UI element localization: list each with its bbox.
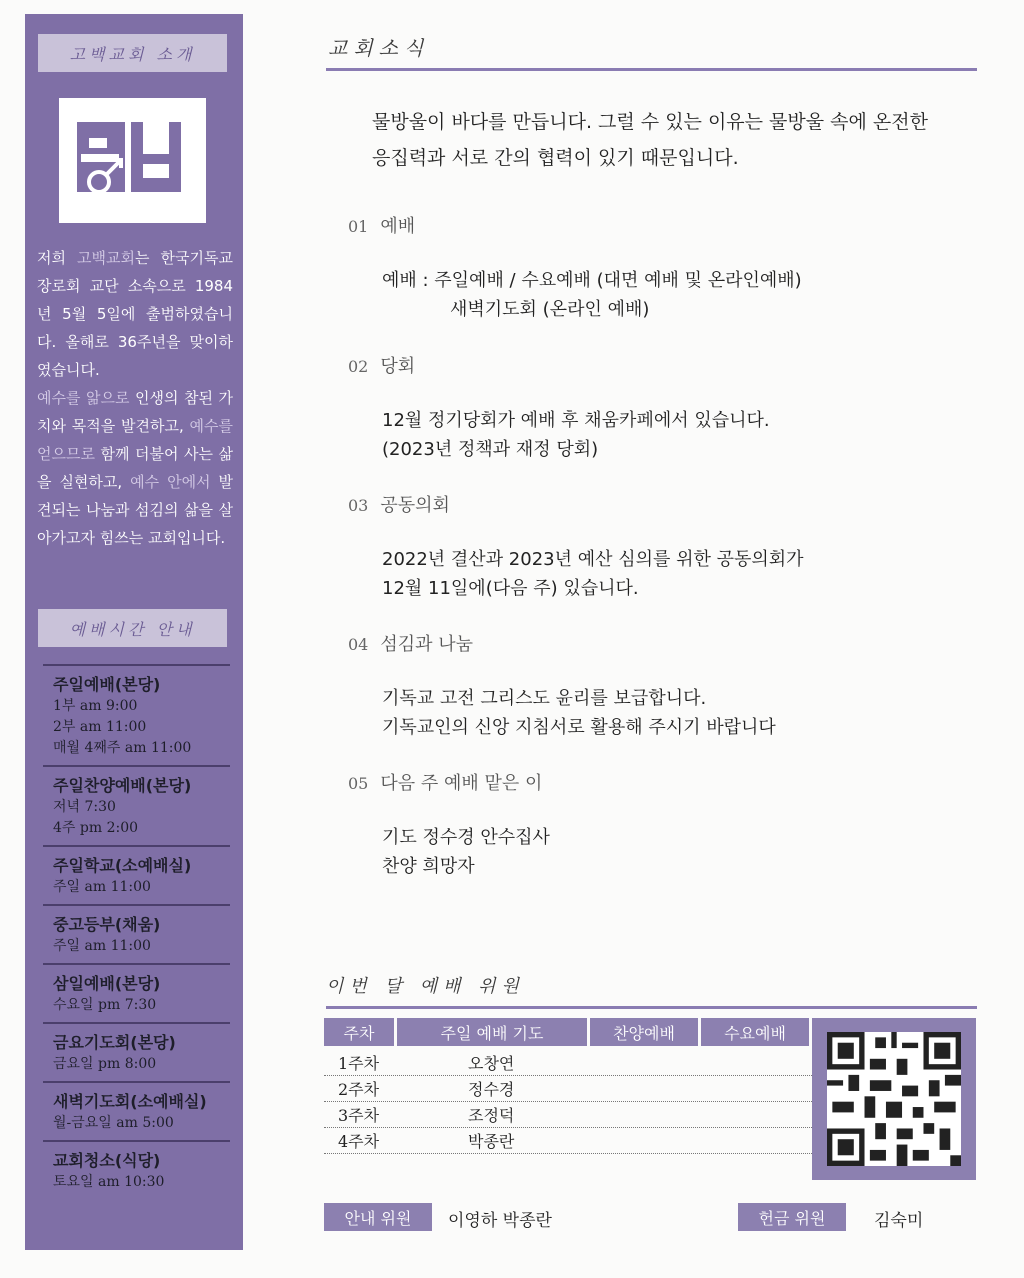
- section-number: 05: [348, 774, 369, 793]
- header-wednesday: 수요예배: [701, 1018, 809, 1046]
- schedule-item: [43, 963, 230, 1022]
- title-divider: [326, 68, 977, 71]
- section-body: [382, 266, 962, 324]
- section-body: [382, 545, 962, 603]
- intro-paragraph: [37, 244, 233, 384]
- duty-title: 이번 달 예배 위원: [326, 976, 525, 997]
- section-line: 새벽기도회 (온라인 예배): [450, 299, 650, 320]
- row-week: 2주차: [338, 1080, 380, 1099]
- table-row: [324, 1050, 812, 1076]
- qr-code-icon[interactable]: [827, 1032, 961, 1166]
- schedule-item-name: 주일예배(본당): [53, 675, 161, 694]
- sidebar: [25, 14, 243, 1250]
- section-line: 12월 정기당회가 예배 후 채움카페에서 있습니다.: [382, 410, 770, 431]
- row-week: 3주차: [338, 1106, 380, 1125]
- schedule-item-time: 토요일 am 10:30: [53, 1174, 165, 1190]
- section-line: 예배 : 주일예배 / 수요예배 (대면 예배 및 온라인예배): [382, 270, 802, 291]
- schedule-item-time: 금요일 pm 8:00: [53, 1056, 157, 1072]
- intro-highlight: 고백교회: [77, 249, 135, 267]
- section-heading: [348, 630, 473, 656]
- schedule-item-name: 새벽기도회(소예배실): [53, 1092, 207, 1111]
- section-body: [382, 823, 962, 881]
- qr-frame: [812, 1018, 976, 1180]
- header-prayer: 주일 예배 기도: [397, 1018, 587, 1046]
- usher-names: 이영하 박종란: [448, 1211, 552, 1231]
- section-heading: [348, 769, 542, 795]
- schedule-item-time: 수요일 pm 7:30: [53, 997, 157, 1013]
- schedule-item-name: 금요기도회(본당): [53, 1033, 176, 1052]
- schedule-list: [43, 664, 230, 1199]
- table-row: [324, 1076, 812, 1102]
- section-heading: [348, 212, 415, 238]
- intro-title: 고백교회 소개: [38, 34, 227, 72]
- schedule-item-time: 2부 am 11:00: [53, 719, 147, 735]
- section-title: 섬김과 나눔: [380, 634, 474, 655]
- intro-highlight: 예수를 앎으로: [37, 389, 130, 407]
- schedule-item-time: 주일 am 11:00: [53, 938, 151, 954]
- section-number: 04: [348, 635, 369, 654]
- duty-rows: [324, 1050, 812, 1154]
- lead-paragraph: 물방울이 바다를 만듭니다. 그럴 수 있는 이유는 물방울 속에 온전한 응집력과 서로 간의 협력이 있기 때문입니다.: [372, 111, 928, 169]
- section-title: 예배: [380, 216, 416, 237]
- row-prayer: 오창연: [468, 1054, 515, 1073]
- duty-table-header: [324, 1018, 812, 1046]
- schedule-item-time: 저녁 7:30: [53, 799, 116, 815]
- section-line: 기도 정수경 안수집사: [382, 827, 550, 848]
- offering-names: 김숙미: [874, 1211, 924, 1231]
- section-number: 03: [348, 496, 369, 515]
- schedule-title: 예배시간 안내: [38, 609, 227, 647]
- section-line: 기독교 고전 그리스도 윤리를 보급합니다.: [382, 688, 707, 709]
- section-number: 02: [348, 357, 369, 376]
- intro-highlight: 예수를 얻으므로: [37, 417, 233, 463]
- header-praise: 찬양예배: [590, 1018, 698, 1046]
- intro-fragment: 는 한국기독교 장로회 교단 소속으로 1984년 5월 5일에 출범하였습니다. 올해로 36주년을 맞이하였습니다.: [37, 249, 233, 379]
- section-heading: [348, 491, 450, 517]
- section-line: (2023년 정책과 재정 당회): [382, 439, 599, 460]
- logo-icon: [59, 98, 206, 223]
- section-title: 다음 주 예배 맡은 이: [380, 773, 543, 794]
- church-logo: [59, 98, 206, 223]
- intro-fragment: 저희: [37, 249, 78, 267]
- schedule-item: [43, 664, 230, 765]
- section-body: [382, 406, 962, 464]
- intro-paragraph: [37, 384, 233, 552]
- schedule-item-name: 주일학교(소예배실): [53, 856, 192, 875]
- schedule-item-name: 주일찬양예배(본당): [53, 776, 192, 795]
- intro-fragment: 발견되는 나눔과 섬김의 삶을 살아가고자 힘쓰는 교회입니다.: [37, 473, 233, 547]
- section-line: 찬양 희망자: [382, 856, 475, 877]
- usher-label: 안내 위원: [324, 1203, 432, 1231]
- schedule-item: [43, 765, 230, 845]
- duty-table: [324, 1018, 812, 1154]
- header-week: 주차: [324, 1018, 394, 1046]
- intro-highlight: 예수 안에서: [130, 473, 211, 491]
- schedule-item-time: 4주 pm 2:00: [53, 820, 139, 836]
- row-week: 4주차: [338, 1132, 380, 1151]
- schedule-item-name: 중고등부(채움): [53, 915, 161, 934]
- section-title: 공동의회: [380, 495, 450, 516]
- intro-text: [37, 244, 233, 552]
- schedule-item: [43, 1081, 230, 1140]
- duty-divider: [326, 1006, 977, 1009]
- row-prayer: 박종란: [468, 1132, 515, 1151]
- schedule-item-name: 교회청소(식당): [53, 1151, 161, 1170]
- row-week: 1주차: [338, 1054, 380, 1073]
- schedule-item-time: 1부 am 9:00: [53, 698, 138, 714]
- section-line: 12월 11일에(다음 주) 있습니다.: [382, 578, 639, 599]
- offering-label: 헌금 위원: [738, 1203, 846, 1231]
- row-prayer: 조정덕: [468, 1106, 515, 1125]
- schedule-item: [43, 845, 230, 904]
- page-title: 교회소식: [328, 36, 430, 60]
- section-line: 2022년 결산과 2023년 예산 심의를 위한 공동의회가: [382, 549, 804, 570]
- section-heading: [348, 352, 415, 378]
- schedule-item-time: 주일 am 11:00: [53, 879, 151, 895]
- schedule-item-name: 삼일예배(본당): [53, 974, 161, 993]
- section-number: 01: [348, 217, 369, 236]
- schedule-item: [43, 1140, 230, 1199]
- section-body: [382, 684, 962, 742]
- schedule-item: [43, 1022, 230, 1081]
- schedule-item: [43, 904, 230, 963]
- section-line: 기독교인의 신앙 지침서로 활용해 주시기 바랍니다: [382, 717, 776, 738]
- table-row: [324, 1128, 812, 1154]
- intro-fragment: 함께 더불어 사는 삶을 실현하고,: [37, 445, 233, 491]
- section-title: 당회: [380, 356, 416, 377]
- table-row: [324, 1102, 812, 1128]
- intro-fragment: 인생의 참된 가치와 목적을 발견하고,: [37, 389, 233, 435]
- schedule-item-time: 매월 4째주 am 11:00: [53, 740, 192, 756]
- schedule-item-time: 월-금요일 am 5:00: [53, 1115, 174, 1131]
- row-prayer: 정수경: [468, 1080, 515, 1099]
